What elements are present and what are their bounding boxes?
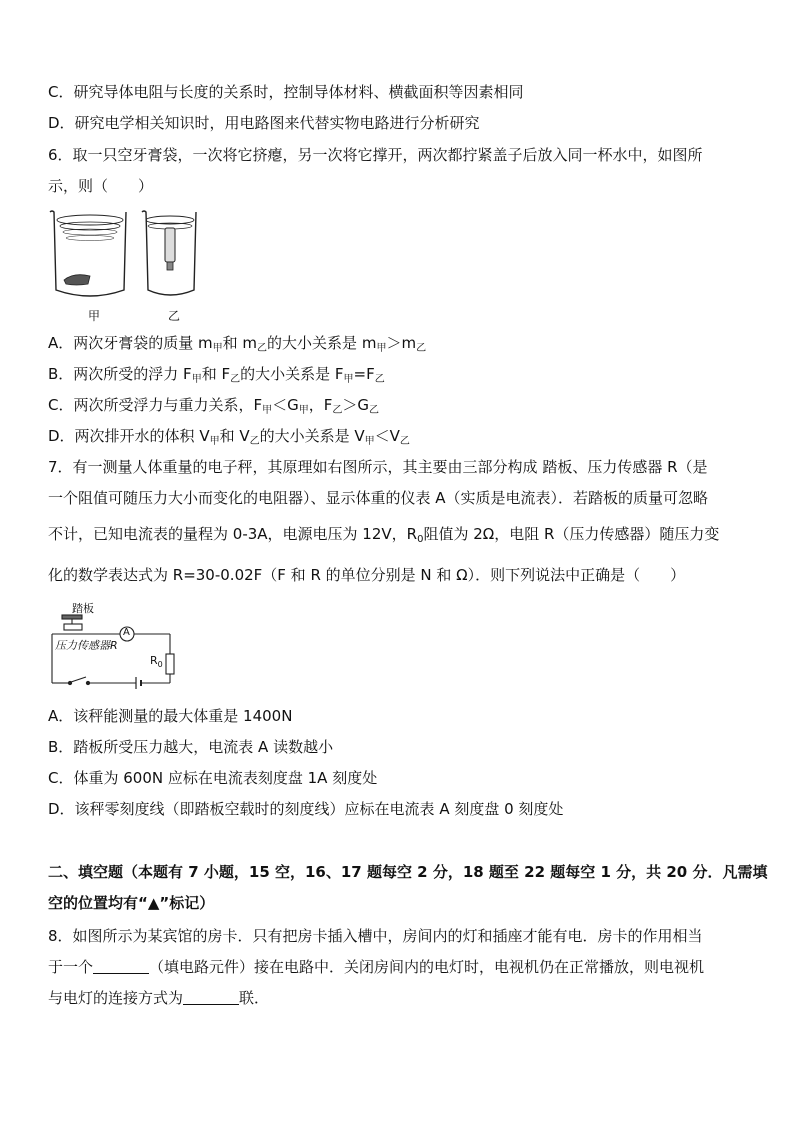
resistor-r0	[166, 654, 174, 674]
beakers-illustration	[44, 206, 204, 308]
q6-option-b	[48, 364, 385, 390]
section2-heading-line1: 二、填空题（本题有 7 小题，15 空，16、17 题每空 2 分，18 题至 22 题每空 1 分，共 20 分．凡需填	[48, 863, 768, 881]
q6-stem-line2: 示，则（ ）	[48, 177, 154, 195]
q6a-sub-4: 乙	[416, 343, 427, 354]
q6-option-a	[48, 333, 426, 359]
q6a-text-3: 的大小关系是 m	[267, 334, 377, 352]
q6c-text-3: ，F	[308, 396, 333, 414]
q8-line2	[48, 957, 704, 977]
q6-option-d	[48, 426, 410, 452]
q7-option-c: C．体重为 600N 应标在电流表刻度盘 1A 刻度处	[48, 769, 378, 787]
pressure-sensor	[64, 624, 82, 630]
r0-sub: 0	[157, 660, 163, 670]
q6b-sub-2: 乙	[230, 374, 241, 385]
q6b-sub-3: 甲	[343, 374, 354, 385]
q8-line2-text-2: （填电路元件）接在电路中．关闭房间内的电灯时，电视机仍在正常播放，则电视机	[149, 958, 705, 976]
q7-stem3-sub: 0	[417, 534, 424, 545]
q6-option-c	[48, 395, 379, 421]
q7-stem-line4: 化的数学表达式为 R=30-0.02F（F 和 R 的单位分别是 N 和 Ω）．则下列说法中正确是（ ）	[48, 566, 686, 584]
q6d-sub-3: 甲	[364, 436, 375, 447]
q7-stem3-text-2: 阻值为 2Ω，电阻 R（压力传感器）随压力变	[423, 525, 720, 543]
circuit-label-r0	[150, 654, 163, 669]
q8-line3-text-1: 与电灯的连接方式为	[48, 989, 184, 1007]
q7-stem-line1: 7．有一测量人体重量的电子秤，其原理如右图所示，其主要由三部分构成 踏板、压力传感器 R（是	[48, 458, 708, 476]
r0-letter: R	[150, 654, 158, 667]
q6b-text-1: B．两次所受的浮力 F	[48, 365, 192, 383]
q6a-sub-2: 乙	[257, 343, 268, 354]
q6d-sub-2: 乙	[249, 436, 260, 447]
q7-stem-line2: 一个阻值可随压力大小而变化的电阻器）、显示体重的仪表 A（实质是电流表）．若踏板的质量可忽略	[48, 489, 709, 507]
q6c-sub-1: 甲	[262, 405, 273, 416]
q6c-sub-3: 乙	[332, 405, 343, 416]
q7-stem3-text-1: 不计，已知电流表的量程为 0-3A，电源电压为 12V，R	[48, 525, 418, 543]
q6d-text-4: ＜V	[374, 427, 400, 445]
q6b-sub-4: 乙	[374, 374, 385, 385]
beaker-label-jia: 甲	[88, 309, 101, 323]
q6c-text-2: ＜G	[272, 396, 299, 414]
q6a-text-1: A．两次牙膏袋的质量 m	[48, 334, 213, 352]
q6-stem-line1: 6．取一只空牙膏袋，一次将它挤瘪，另一次将它撑开，两次都拧紧盖子后放入同一杯水中，如图所	[48, 146, 703, 164]
q7-option-a: A．该秤能测量的最大体重是 1400N	[48, 707, 293, 725]
beaker-label-yi: 乙	[168, 309, 181, 323]
beaker-left	[50, 211, 126, 296]
q6b-sub-1: 甲	[191, 374, 202, 385]
circuit-label-sensor: 压力传感器R	[55, 639, 118, 652]
q6b-text-2: 和 F	[201, 365, 231, 383]
q6a-sub-1: 甲	[212, 343, 223, 354]
q6b-text-4: =F	[353, 365, 375, 383]
circuit-label-pedal: 踏板	[72, 602, 94, 615]
q8-blank-1	[93, 959, 149, 974]
q5-option-d: D．研究电学相关知识时，用电路图来代替实物电路进行分析研究	[48, 114, 480, 132]
q6d-sub-1: 甲	[209, 436, 220, 447]
circuit-label-ammeter: A	[123, 627, 130, 638]
q8-line3-text-2: 联．	[239, 989, 270, 1007]
q8-line3	[48, 988, 269, 1008]
q6b-text-3: 的大小关系是 F	[240, 365, 344, 383]
q6d-text-3: 的大小关系是 V	[259, 427, 365, 445]
q7-option-d: D．该秤零刻度线（即踏板空载时的刻度线）应标在电流表 A 刻度盘 0 刻度处	[48, 800, 564, 818]
q6d-sub-4: 乙	[399, 436, 410, 447]
q6c-sub-4: 乙	[369, 405, 379, 416]
q8-line2-text-1: 于一个	[48, 958, 94, 976]
q6c-text-4: ＞G	[342, 396, 369, 414]
q6c-sub-2: 甲	[298, 405, 309, 416]
q7-option-b: B．踏板所受压力越大，电流表 A 读数越小	[48, 738, 334, 756]
q5-option-c: C．研究导体电阻与长度的关系时，控制导体材料、横截面积等因素相同	[48, 83, 524, 101]
beaker-right	[142, 211, 196, 295]
q6d-text-2: 和 V	[219, 427, 250, 445]
q6d-text-1: D．两次排开水的体积 V	[48, 427, 210, 445]
q8-line1: 8．如图所示为某宾馆的房卡．只有把房卡插入槽中，房间内的灯和插座才能有电．房卡的作用相当	[48, 927, 703, 945]
q6a-sub-3: 甲	[376, 343, 387, 354]
q6a-text-4: ＞m	[386, 334, 417, 352]
q7-stem-line3	[48, 524, 719, 550]
q6a-text-2: 和 m	[222, 334, 258, 352]
q8-blank-2	[183, 990, 239, 1005]
section2-heading-line2: 空的位置均有“▲”标记）	[48, 894, 215, 912]
q6c-text-1: C．两次所受浮力与重力关系，F	[48, 396, 263, 414]
q6-beakers-figure	[44, 206, 204, 308]
